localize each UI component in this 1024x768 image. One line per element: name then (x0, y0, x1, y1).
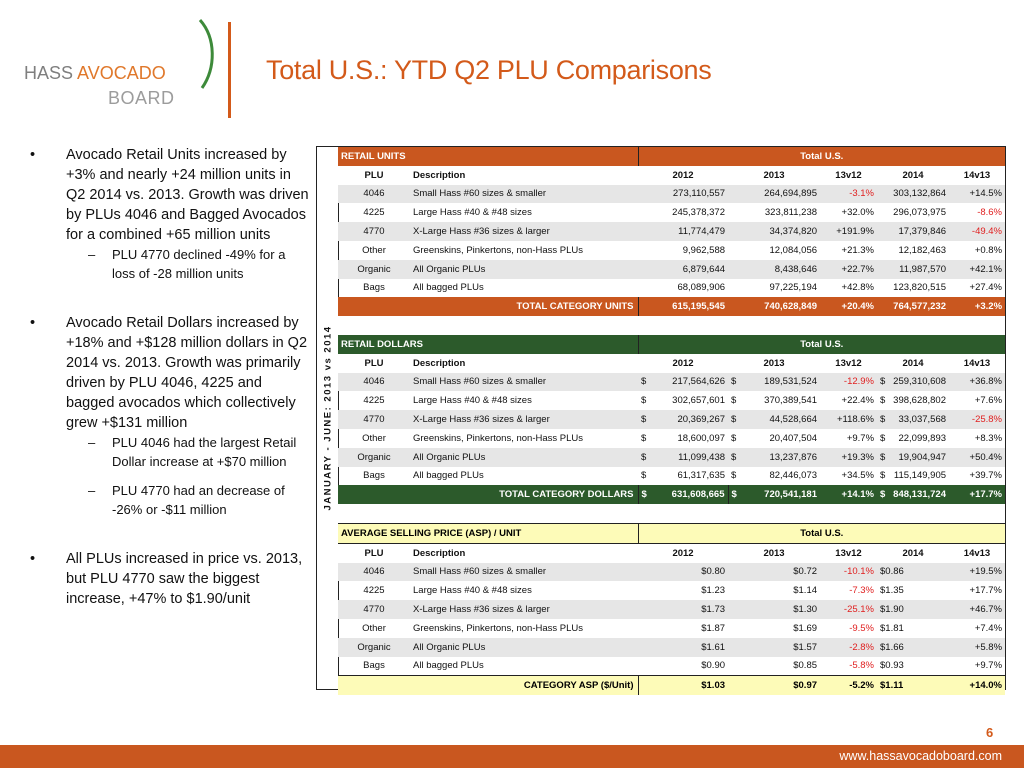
change-14v13: +27.4% (969, 282, 1003, 294)
value-2013: 8,438,646 (728, 260, 820, 279)
change-13v12: -9.5% (849, 622, 875, 634)
change-14v13: +8.3% (974, 432, 1003, 444)
value-2012: $1.61 (638, 638, 728, 657)
change-14v13: +14.5% (949, 185, 1005, 204)
description-cell: X-Large Hass #36 sizes & larger (410, 410, 638, 429)
page-title: Total U.S.: YTD Q2 PLU Comparisons (266, 55, 712, 85)
value-2013: $1.57 (728, 638, 820, 657)
change-13v12: -5.8% (849, 660, 875, 672)
currency-symbol: $ (641, 470, 647, 482)
description-cell: All bagged PLUs (413, 660, 484, 672)
spacer-row (338, 316, 1005, 335)
currency-symbol: $ (731, 395, 737, 407)
currency-symbol: $ (641, 451, 647, 463)
table-row (338, 619, 1005, 638)
plu-cell: 4770 (338, 222, 410, 241)
value-2014: 303,132,864 (877, 185, 949, 204)
plu-cell: Bags (363, 282, 385, 294)
data-table (338, 147, 1005, 695)
sub-bullet-item: – PLU 4046 had the largest Retail Dollar increase at +$70 million (88, 435, 297, 469)
plu-cell: Organic (338, 260, 410, 279)
col-header-2014: 2014 (877, 543, 949, 562)
table-row (338, 203, 1005, 222)
table-row (338, 448, 1005, 467)
value-2013: $0.72 (728, 563, 820, 582)
money-value: 217,564,626 (672, 376, 726, 388)
table-row (338, 260, 1005, 279)
col-header-2013: 2013 (728, 354, 820, 373)
change-13v12: +34.5% (841, 470, 875, 482)
money-value: 115,149,905 (893, 470, 947, 482)
money-value: 33,037,568 (898, 414, 947, 426)
table-row (338, 185, 1005, 204)
value-2014: 11,987,570 (877, 260, 949, 279)
value-2013 (728, 410, 820, 429)
money-value: 848,131,724 (893, 489, 947, 501)
description-cell: Large Hass #40 & #48 sizes (413, 207, 532, 219)
value-2013 (728, 448, 820, 467)
money-value: 189,531,524 (764, 376, 818, 388)
change-13v12: -3.1% (820, 185, 877, 204)
value-2013 (728, 373, 820, 392)
value-2013: $0.85 (793, 660, 818, 672)
table-row (338, 467, 1005, 486)
value-2012: $1.87 (701, 622, 726, 634)
col-header-13v12: 13v12 (820, 543, 877, 562)
value-2012: 11,774,479 (638, 222, 728, 241)
change-14v13: -25.8% (949, 410, 1005, 429)
change-14v13: +9.7% (974, 660, 1003, 672)
currency-symbol: $ (731, 376, 737, 388)
value-2012 (638, 429, 728, 448)
footer-url: www.hassavocadoboard.com (839, 749, 1002, 763)
currency-symbol: $ (880, 395, 886, 407)
column-header-row (338, 543, 1005, 562)
table-row (338, 279, 1005, 298)
description-cell: Greenskins, Pinkertons, non-Hass PLUs (413, 432, 584, 444)
table-row (338, 373, 1005, 392)
value-2014 (877, 410, 949, 429)
footer-band (0, 745, 1024, 768)
total-2013 (728, 485, 820, 504)
value-2012: 9,962,588 (682, 244, 726, 256)
value-2013: $1.69 (793, 622, 818, 634)
col-header-14v13: 14v13 (949, 354, 1005, 373)
table-row (338, 391, 1005, 410)
currency-symbol: $ (731, 489, 737, 501)
section-region: Total U.S. (638, 147, 1005, 166)
col-header-description: Description (410, 354, 638, 373)
plu-cell: 4225 (363, 207, 385, 219)
table-row (338, 563, 1005, 582)
change-14v13: +46.7% (949, 600, 1005, 619)
value-2013: 323,811,238 (764, 207, 818, 219)
value-2014: 296,073,975 (893, 207, 947, 219)
table-row (338, 638, 1005, 657)
spacer-cell (338, 504, 1005, 523)
value-2013: 34,374,820 (728, 222, 820, 241)
section-header (338, 147, 1005, 166)
value-2014: 123,820,515 (893, 282, 947, 294)
change-14v13: +17.7% (969, 585, 1003, 597)
bullet-item: • Avocado Retail Units increased by +3% and nearly +24 million units in Q2 2014 vs. 2013. Growth was driven by PLUs 4046 and Bagged Avocados for a combined +65 million units (30, 147, 309, 243)
total-change-14v13: +17.7% (949, 485, 1005, 504)
money-value: 18,600,097 (677, 432, 726, 444)
total-2013: 740,628,849 (728, 297, 820, 316)
col-header-2014: 2014 (877, 354, 949, 373)
change-13v12: +32.0% (841, 207, 875, 219)
money-value: 19,904,947 (898, 451, 947, 463)
change-13v12: -25.1% (820, 600, 877, 619)
currency-symbol: $ (880, 376, 886, 388)
plu-cell: Bags (363, 470, 385, 482)
bullet-item: • Avocado Retail Dollars increased by +18% and +$128 million dollars in Q2 2014 vs. 2013. Growth was primarily driven by PLU 4046, 4225 and bagged avocados which collectively grew +$131 million (30, 315, 308, 431)
value-2013: 97,225,194 (769, 282, 818, 294)
value-2013 (728, 391, 820, 410)
value-2014: $0.86 (877, 563, 949, 582)
currency-symbol: $ (641, 432, 647, 444)
table-row (338, 600, 1005, 619)
col-header-13v12: 13v12 (820, 354, 877, 373)
section-title: AVERAGE SELLING PRICE (ASP) / UNIT (338, 523, 638, 543)
value-2013: $1.30 (728, 600, 820, 619)
money-value: 631,608,665 (671, 489, 725, 501)
plu-cell: Other (362, 244, 386, 256)
description-cell: X-Large Hass #36 sizes & larger (410, 222, 638, 241)
value-2013 (728, 429, 820, 448)
col-header-2013: 2013 (728, 543, 820, 562)
money-value: 398,628,802 (893, 395, 947, 407)
money-value: 720,541,181 (764, 489, 818, 501)
total-label: TOTAL CATEGORY DOLLARS (338, 485, 638, 504)
description-cell: All Organic PLUs (410, 260, 638, 279)
value-2012: $1.23 (701, 585, 726, 597)
logo-wordmark: HASS AVOCADO (24, 63, 166, 83)
col-header-plu: PLU (338, 354, 410, 373)
total-2014: $1.11 (877, 676, 949, 695)
section-title: RETAIL DOLLARS (338, 335, 638, 354)
change-14v13: +7.6% (974, 395, 1003, 407)
value-2012 (638, 373, 728, 392)
money-value: 61,317,635 (677, 470, 726, 482)
description-cell: Greenskins, Pinkertons, non-Hass PLUs (413, 244, 584, 256)
money-value: 11,099,438 (678, 451, 726, 463)
money-value: 20,407,504 (769, 432, 818, 444)
change-13v12: +19.3% (820, 448, 877, 467)
col-header-2013: 2013 (728, 166, 820, 185)
change-14v13: -8.6% (977, 207, 1003, 219)
currency-symbol: $ (641, 395, 647, 407)
change-13v12: +22.4% (841, 395, 875, 407)
value-2012: $0.90 (701, 660, 726, 672)
total-2012 (638, 485, 728, 504)
total-row (338, 485, 1005, 504)
plu-cell: 4770 (338, 410, 410, 429)
change-13v12: +191.9% (820, 222, 877, 241)
logo-board-text: BOARD (108, 88, 175, 108)
value-2012: 68,089,906 (677, 282, 726, 294)
value-2012: 6,879,644 (638, 260, 728, 279)
total-2014 (877, 485, 949, 504)
header-divider (228, 22, 231, 118)
currency-symbol: $ (880, 414, 886, 426)
money-value: 82,446,073 (769, 470, 818, 482)
total-row (338, 297, 1005, 316)
total-change-13v12: +14.1% (820, 485, 877, 504)
plu-cell: Organic (338, 638, 410, 657)
plu-cell: Other (362, 432, 386, 444)
description-cell: All bagged PLUs (413, 282, 484, 294)
value-2014: $1.81 (880, 622, 904, 634)
table-row (338, 429, 1005, 448)
value-2013: 264,694,895 (728, 185, 820, 204)
total-change-13v12: -5.2% (820, 676, 877, 695)
money-value: 13,237,876 (769, 451, 818, 463)
avocado-leaf-icon (198, 18, 218, 90)
value-2014 (877, 448, 949, 467)
currency-symbol: $ (880, 432, 886, 444)
plu-cell: Organic (338, 448, 410, 467)
total-change-14v13: +3.2% (949, 297, 1005, 316)
description-cell: All bagged PLUs (413, 470, 484, 482)
change-13v12: -7.3% (849, 585, 875, 597)
money-value: 302,657,601 (672, 395, 726, 407)
value-2012 (638, 410, 728, 429)
spacer-cell (338, 316, 1005, 335)
value-2012: 245,378,372 (672, 207, 726, 219)
money-value: 259,310,608 (893, 376, 947, 388)
total-row (338, 676, 1005, 695)
currency-symbol: $ (641, 489, 647, 501)
value-2012 (638, 467, 728, 486)
value-2012 (638, 448, 728, 467)
total-change-13v12: +20.4% (820, 297, 877, 316)
money-value: 20,369,267 (677, 414, 726, 426)
change-13v12: -10.1% (820, 563, 877, 582)
plu-cell: 4225 (363, 395, 385, 407)
sub-bullet-item: – PLU 4770 declined -49% for a loss of -28 million units (88, 247, 286, 281)
section-title: RETAIL UNITS (338, 147, 638, 166)
period-side-label: JANUARY - JUNE: 2013 vs 2014 (317, 147, 339, 689)
change-13v12: +21.3% (841, 244, 875, 256)
change-14v13: +0.8% (974, 244, 1003, 256)
hass-avocado-board-logo (24, 22, 224, 112)
table-row (338, 222, 1005, 241)
table-row (338, 657, 1005, 676)
change-13v12: +118.6% (820, 410, 877, 429)
description-cell: Small Hass #60 sizes & smaller (410, 185, 638, 204)
currency-symbol: $ (731, 414, 737, 426)
change-14v13: +39.7% (969, 470, 1003, 482)
plu-cell: 4770 (338, 600, 410, 619)
change-13v12: +22.7% (820, 260, 877, 279)
value-2012: 273,110,557 (638, 185, 728, 204)
value-2013: $1.14 (793, 585, 818, 597)
table-row (338, 241, 1005, 260)
value-2014: $0.93 (880, 660, 904, 672)
description-cell: X-Large Hass #36 sizes & larger (410, 600, 638, 619)
currency-symbol: $ (731, 451, 737, 463)
page-number: 6 (986, 725, 994, 740)
money-value: 22,099,893 (898, 432, 947, 444)
value-2012: $0.80 (638, 563, 728, 582)
currency-symbol: $ (731, 470, 737, 482)
plu-cell: Bags (363, 660, 385, 672)
total-change-14v13: +14.0% (949, 676, 1005, 695)
col-header-2012: 2012 (638, 543, 728, 562)
bullet-list (30, 145, 310, 609)
section-header (338, 335, 1005, 354)
value-2014: $1.66 (877, 638, 949, 657)
currency-symbol: $ (880, 470, 886, 482)
change-14v13: +5.8% (949, 638, 1005, 657)
currency-symbol: $ (880, 489, 886, 501)
col-header-plu: PLU (338, 543, 410, 562)
plu-cell: 4046 (338, 185, 410, 204)
spacer-row (338, 504, 1005, 523)
description-cell: Small Hass #60 sizes & smaller (410, 563, 638, 582)
change-13v12: -2.8% (820, 638, 877, 657)
column-header-row (338, 166, 1005, 185)
value-2014 (877, 391, 949, 410)
change-14v13: -49.4% (949, 222, 1005, 241)
change-13v12: +9.7% (846, 432, 875, 444)
description-cell: Greenskins, Pinkertons, non-Hass PLUs (413, 622, 584, 634)
col-header-description: Description (410, 166, 638, 185)
table-row (338, 410, 1005, 429)
value-2014 (877, 373, 949, 392)
value-2014 (877, 429, 949, 448)
sub-bullet-item: – PLU 4770 had an decrease of -26% or -$11 million (88, 483, 285, 517)
col-header-description: Description (410, 543, 638, 562)
section-header (338, 523, 1005, 543)
currency-symbol: $ (641, 376, 647, 388)
total-2014: 764,577,232 (877, 297, 949, 316)
description-cell: Large Hass #40 & #48 sizes (413, 395, 532, 407)
col-header-2012: 2012 (638, 166, 728, 185)
value-2014: 12,182,463 (898, 244, 947, 256)
change-14v13: +42.1% (949, 260, 1005, 279)
total-2013: $0.97 (728, 676, 820, 695)
value-2014: 17,379,846 (877, 222, 949, 241)
description-cell: All Organic PLUs (410, 638, 638, 657)
value-2012 (638, 391, 728, 410)
total-label: TOTAL CATEGORY UNITS (338, 297, 638, 316)
value-2012: $1.73 (638, 600, 728, 619)
value-2014: $1.35 (880, 585, 904, 597)
section-region: Total U.S. (638, 523, 1005, 543)
total-label: CATEGORY ASP ($/Unit) (338, 676, 638, 695)
change-13v12: +42.8% (841, 282, 875, 294)
value-2014: $1.90 (877, 600, 949, 619)
description-cell: All Organic PLUs (410, 448, 638, 467)
value-2013 (728, 467, 820, 486)
col-header-2014: 2014 (877, 166, 949, 185)
currency-symbol: $ (880, 451, 886, 463)
currency-symbol: $ (731, 432, 737, 444)
section-region: Total U.S. (638, 335, 1005, 354)
col-header-13v12: 13v12 (820, 166, 877, 185)
value-2014 (877, 467, 949, 486)
currency-symbol: $ (641, 414, 647, 426)
change-13v12: -12.9% (820, 373, 877, 392)
col-header-14v13: 14v13 (949, 166, 1005, 185)
change-14v13: +7.4% (974, 622, 1003, 634)
bullet-item: • All PLUs increased in price vs. 2013, but PLU 4770 saw the biggest increase, +47% to $1.90/unit (30, 551, 303, 607)
plu-comparison-table (316, 146, 1006, 690)
plu-cell: 4046 (338, 563, 410, 582)
plu-cell: 4225 (363, 585, 385, 597)
col-header-2012: 2012 (638, 354, 728, 373)
change-14v13: +36.8% (949, 373, 1005, 392)
change-14v13: +50.4% (949, 448, 1005, 467)
money-value: 370,389,541 (764, 395, 818, 407)
value-2013: 12,084,056 (769, 244, 818, 256)
total-2012: 615,195,545 (638, 297, 728, 316)
col-header-plu: PLU (338, 166, 410, 185)
table-row (338, 581, 1005, 600)
change-14v13: +19.5% (949, 563, 1005, 582)
plu-cell: Other (362, 622, 386, 634)
description-cell: Large Hass #40 & #48 sizes (413, 585, 532, 597)
column-header-row (338, 354, 1005, 373)
col-header-14v13: 14v13 (949, 543, 1005, 562)
total-2012: $1.03 (638, 676, 728, 695)
description-cell: Small Hass #60 sizes & smaller (410, 373, 638, 392)
money-value: 44,528,664 (769, 414, 818, 426)
plu-cell: 4046 (338, 373, 410, 392)
